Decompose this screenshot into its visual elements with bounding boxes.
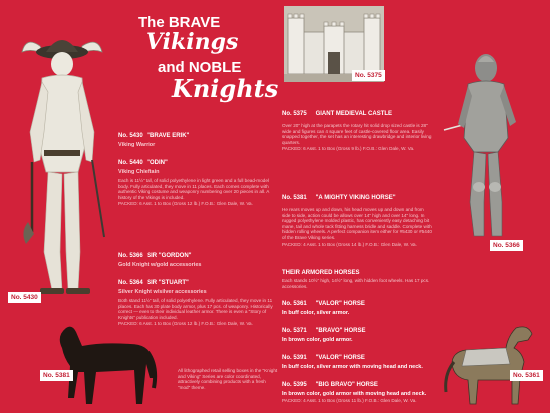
- viking-figure-label: No. 5430: [8, 292, 41, 303]
- castle-label: No. 5375: [352, 70, 385, 81]
- knight-product-info: [118, 244, 278, 327]
- product-subtitle: Gold Knight w/gold accessories: [118, 262, 202, 268]
- knight-horse-label: No. 5361: [510, 370, 543, 381]
- product-description: He rears moves up and down, his head moves up and down and from side to side, action could be allows over 14" high and over 14" long. In rugged polyethylene molded plastic, has conveniently easy detaching bit mane, tail and whole tack fitting harness bridle and saddle. Complete with hidden rolling wheels. A perfect companion item either for #5430 or #5440 of the Brave Viking series.: [282, 207, 432, 240]
- armored-horse-item: [282, 319, 432, 343]
- knight-horse-image: [432, 318, 542, 410]
- product-name: "BRAVE ERIK": [147, 133, 190, 139]
- title-line-1: The BRAVE: [138, 14, 221, 31]
- product-name: SIR "GORDON": [147, 253, 192, 259]
- product-number: No. 5440: [118, 160, 143, 166]
- product-number: No. 5364: [118, 280, 143, 286]
- packing-info: PACKED: 6 Asst. 1 to Box (Gross 9 lb.) F.O.B.: Glen Dale, W. Va.: [282, 146, 415, 152]
- product-number: No. 5381: [282, 195, 307, 201]
- armored-horses-info: [282, 270, 432, 404]
- packaging-note: All lithographed retail selling boxes in the "Knight and Viking" Series are color coordinated, attractively combining products with a fresh "mod" theme.: [178, 368, 278, 390]
- title-line-4: Knights: [172, 74, 279, 103]
- title-line-2: Vikings: [146, 29, 239, 55]
- viking-horse-product-info: [282, 186, 432, 247]
- section-heading: THEIR ARMORED HORSES: [282, 270, 360, 276]
- armored-horse-item: [282, 373, 432, 397]
- product-name: SIR "STUART": [147, 280, 189, 286]
- product-number: No. 5371: [282, 328, 307, 335]
- product-number: No. 5375: [282, 111, 307, 117]
- product-number: No. 5361: [282, 301, 307, 308]
- armored-horse-item: [282, 346, 432, 370]
- product-number: No. 5391: [282, 355, 307, 362]
- knight-figure-label: No. 5366: [490, 240, 523, 251]
- product-name: "A MIGHTY VIKING HORSE": [315, 195, 396, 201]
- product-name: "VALOR" HORSE: [315, 301, 365, 308]
- product-number: No. 5430: [118, 133, 143, 139]
- product-name: "BIG BRAVO" HORSE: [315, 382, 378, 389]
- product-name: "ODIN": [147, 160, 168, 166]
- knight-figure-image: [438, 52, 538, 242]
- product-description: Over 20" high at the parapets the rotary hit solid drop sized castle is 28" wide and figures can 4 square feet of castle-covered floor area. Easily snapped together, the set has an interesting drawbridge and interior living quarters.: [282, 123, 432, 145]
- armored-horse-list: [282, 292, 432, 397]
- packing-info: PACKED: 6 Asst. 1 to Box (Gross 12 lb.) F.O.B.: Glen Dale, W. Va.: [118, 201, 253, 207]
- viking-product-info: [118, 124, 278, 207]
- armored-horse-item: [282, 292, 432, 316]
- product-name: "BRAVO" HORSE: [315, 328, 366, 335]
- product-name: "VALOR" HORSE: [315, 355, 365, 362]
- section-description: Each stands 10½" high, 14½" long, with hidden foot wheels. Has 17 pcs. accessories.: [282, 278, 430, 289]
- packing-info: PACKED: 4 Asst. 1 to Box (Gross 14 lb.) F.O.B.: Glen Dale, W. Va.: [282, 241, 417, 247]
- product-description: Both stand 11½" tall, of solid polyethylene. Fully articulated, they move in 11 places. Each has 30 plate body armor, plus 17 pcs. of weaponry. Historically correct — even to their individual leather armor. There is even a "Story of Knights" publication included.: [118, 298, 273, 320]
- product-subtitle: Viking Chieftain: [118, 169, 160, 175]
- product-description: Each is 11½" tall, of solid polyethylene in light green and a full bead-model body. Fully articulated, they move in 11 places. Each comes complete with authentic Viking costume and weaponry numbering over 20 pieces in all. A history of the Vikings is included.: [118, 178, 270, 200]
- product-number: No. 5395: [282, 382, 307, 389]
- product-subtitle: In brown color, gold armor with moving head and neck.: [282, 391, 427, 398]
- viking-horse-image: [52, 318, 162, 410]
- product-subtitle: Viking Warrior: [118, 142, 156, 148]
- title-line-3: and NOBLE: [158, 59, 242, 76]
- packing-info: PACKED: 6 Asst. 1 to Box (Gross 12 lb.) F.O.B.: Glen Dale, W. Va.: [118, 321, 253, 327]
- product-subtitle: Silver Knight w/silver accessories: [118, 289, 207, 295]
- product-name: GIANT MEDIEVAL CASTLE: [315, 111, 393, 117]
- packing-info: PACKED: 4 Asst. 1 to Box (Gross 11 lb.) F.O.B.: Glen Dale, W. Va.: [282, 398, 417, 404]
- castle-product-info: [282, 102, 432, 152]
- viking-figure-image: [18, 22, 113, 302]
- catalog-title: [132, 14, 279, 103]
- product-number: No. 5366: [118, 253, 143, 259]
- product-subtitle: In brown color, gold armor.: [282, 337, 353, 344]
- product-subtitle: In buff color, silver armor.: [282, 310, 350, 317]
- viking-horse-label: No. 5381: [40, 370, 73, 381]
- product-subtitle: In buff color, silver armor with moving head and neck.: [282, 364, 423, 371]
